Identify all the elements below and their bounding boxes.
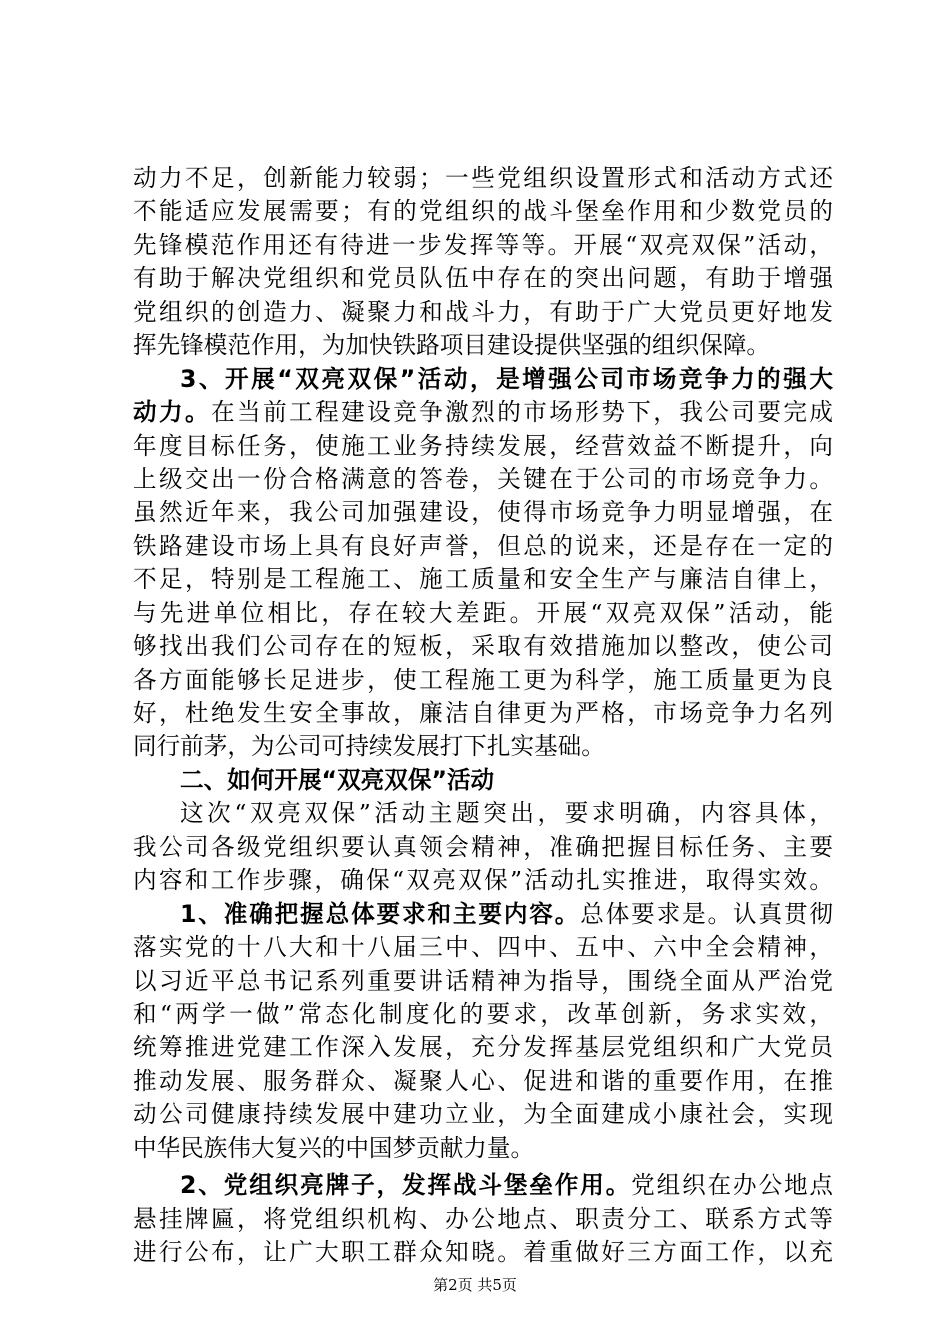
paragraph-heading-3: 3、开展“双亮双保”活动，是增强公司市场竞争力的强大 [180,364,833,393]
text-line: 统筹推进党建工作深入发展，充分发挥基层党组织和广大党员 [133,1033,833,1062]
text-line: 内容和工作步骤，确保“双亮双保”活动扎实推进，取得实效。 [133,866,833,895]
text-line: 我公司各级党组织要认真领会精神，准确把握目标任务、主要 [133,832,833,861]
paragraph-heading-1: 1、准确把握总体要求和主要内容。 [180,899,581,928]
text-line: 先锋模范作用还有待进一步发挥等等。开展“双亮双保”活动， [133,230,833,259]
text-line: 上级交出一份合格满意的答卷，关键在于公司的市场竞争力。 [133,464,833,493]
text-line: 这次“双亮双保”活动主题突出，要求明确，内容具体， [180,799,833,828]
text-line [133,898,833,931]
text-line: 动力不足，创新能力较弱；一些党组织设置形式和活动方式还 [133,164,833,192]
document-body [133,162,833,1269]
text-line: 与先进单位相比，存在较大差距。开展“双亮双保”活动，能 [133,598,833,627]
section-heading: 二、如何开展“双亮双保”活动 [180,765,495,794]
text-line [133,396,833,429]
text-line: 不足，特别是工程施工、施工质量和安全生产与廉洁自律上， [133,565,833,594]
text-run: 在当前工程建设竞争激烈的市场形势下，我公司要完成 [211,398,833,427]
text-line: 以习近平总书记系列重要讲话精神为指导，围绕全面从严治党 [133,966,833,995]
text-line: 有助于解决党组织和党员队伍中存在的突出问题，有助于增强 [133,264,833,293]
text-line: 年度目标任务，使施工业务持续发展，经营效益不断提升，向 [133,431,833,460]
text-line: 各方面能够长足进步，使工程施工更为科学，施工质量更为良 [133,665,833,694]
text-line: 悬挂牌匾，将党组织机构、办公地点、职责分工、联系方式等 [133,1204,833,1233]
text-line: 同行前茅，为公司可持续发展打下扎实基础。 [133,732,605,761]
text-line: 铁路建设市场上具有良好声誉，但总的说来，还是存在一定的 [133,531,833,560]
text-line: 动公司健康持续发展中建功立业，为全面建成小康社会，实现 [133,1100,833,1129]
paragraph-heading-3-end: 动力。 [133,398,212,427]
text-line: 落实党的十八大和十八届三中、四中、五中、六中全会精神， [133,933,833,962]
paragraph-heading-2: 2、党组织亮牌子，发挥战斗堡垒作用。 [180,1171,632,1200]
page-footer: 第2页 共5页 [433,1276,517,1294]
text-line: 够找出我们公司存在的短板，采取有效措施加以整改，使公司 [133,632,833,661]
text-line: 中华民族伟大复兴的中国梦贡献力量。 [133,1133,535,1162]
text-line: 推动发展、服务群众、凝聚人心、促进和谐的重要作用，在推 [133,1066,833,1095]
text-line: 好，杜绝发生安全事故，廉洁自律更为严格，市场竞争力名列 [133,699,833,727]
text-line [133,1169,833,1202]
text-line: 和“两学一做”常态化制度化的要求，改革创新，务求实效， [133,999,833,1028]
text-line: 党组织的创造力、凝聚力和战斗力，有助于广大党员更好地发 [133,297,833,326]
text-line: 进行公布，让广大职工群众知晓。着重做好三方面工作，以充 [133,1238,833,1266]
text-run: 党组织在办公地点 [631,1171,834,1200]
text-line: 不能适应发展需要；有的党组织的战斗堡垒作用和少数党员的 [133,197,833,226]
text-line: 挥先锋模范作用，为加快铁路项目建设提供坚强的组织保障。 [133,331,771,360]
text-line: 虽然近年来，我公司加强建设，使得市场竞争力明显增强，在 [133,498,833,527]
text-run: 总体要求是。认真贯彻 [580,899,833,928]
